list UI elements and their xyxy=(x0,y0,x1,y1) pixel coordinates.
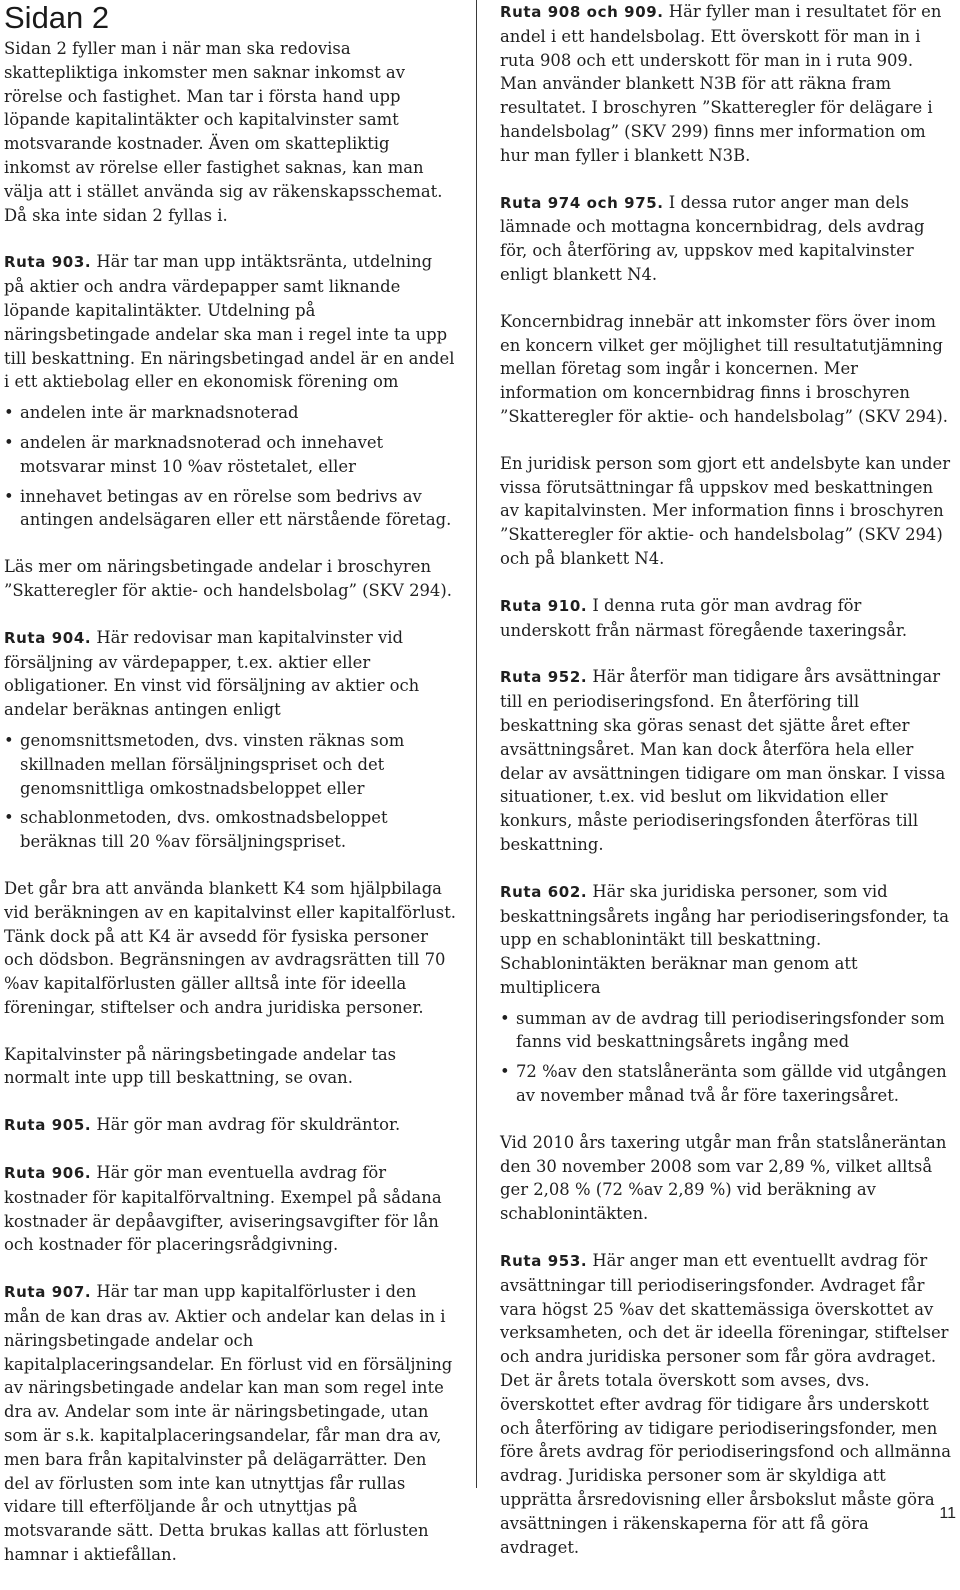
section-ruta-952 xyxy=(500,665,952,856)
section-ruta-908-909 xyxy=(500,0,952,168)
ruta-903-list xyxy=(4,401,456,532)
ruta-974-heading: Ruta 974 och 975. xyxy=(500,193,664,212)
list-item: • summan av de avdrag till periodiseringsfonder som fanns vid beskattningsårets ingång med xyxy=(500,1007,952,1055)
ruta-903-heading: Ruta 903. xyxy=(4,253,92,272)
section-ruta-602 xyxy=(500,880,952,1000)
section-ruta-903 xyxy=(4,250,456,394)
list-item: • innehavet betingas av en rörelse som bedrivs av antingen andelsägaren eller ett närstående företag. xyxy=(4,485,456,533)
page-title: Sidan 2 xyxy=(4,0,110,35)
ruta-903-text: Här tar man upp intäktsränta, utdelning på aktier och andra värdepapper samt liknande löpande kapitalintäkter. Utdelning på näringsbetingade andelar ska man i regel inte ta upp till beskattning. En näringsbetingad andel är en andel i ett aktiebolag eller en ekonomisk förening om xyxy=(4,252,455,392)
section-ruta-906 xyxy=(4,1161,456,1257)
ruta-908-text: Här fyller man i resultatet för en andel i ett handelsbolag. Ett överskott för man in i ruta 908 och ett underskott för man in i ruta 909. Man använder blankett N3B för att räkna fram resultatet. I broschyren ”Skatteregler för delägare i handelsbolag” (SKV 299) finns mer information om hur man fyller i blankett N3B. xyxy=(500,2,942,165)
section-ruta-953 xyxy=(500,1249,952,1559)
list-item: • 72 %av den statslåneränta som gällde vid utgången av november månad två år före taxeringsåret. xyxy=(500,1060,952,1108)
section-ruta-904 xyxy=(4,626,456,722)
ruta-908-heading: Ruta 908 och 909. xyxy=(500,3,664,21)
ruta-602-text: Här ska juridiska personer, som vid beskattningsårets ingång har periodiseringsfonder, ta upp en schablonintäkt till beskattning. Schablonintäkten beräknar man genom att multiplicera xyxy=(500,881,949,997)
ruta-602-list xyxy=(500,1007,952,1108)
ruta-903-read-more: Läs mer om näringsbetingade andelar i broschyren ”Skatteregler för aktie- och handelsbolag” (SKV 294). xyxy=(4,557,452,600)
column-divider xyxy=(476,0,477,1488)
ruta-907-heading: Ruta 907. xyxy=(4,1283,92,1302)
section-ruta-905 xyxy=(4,1113,456,1138)
ruta-904-k4-paragraph: Det går bra att använda blankett K4 som hjälpbilaga vid beräkningen av en kapitalvinst eller kapitalförlust. Tänk dock på att K4 är avsedd för fysiska personer och dödsbon. Begränsningen av avdragsrätten till 70 %av kapitalförlusten gäller alltså inte för ideella föreningar, stiftelser och andra juridiska personer. xyxy=(4,878,457,1017)
list-item: • andelen inte är marknadsnoterad xyxy=(4,401,456,425)
ruta-906-text: Här gör man eventuella avdrag för kostnader för kapitalförvaltning. Exempel på sådana kostnader är depåavgifter, aviseringsavgifter för lån och kostnader för placeringsrådgivning. xyxy=(4,1163,442,1255)
ruta-974-text: I dessa rutor anger man dels lämnade och mottagna koncernbidrag, dels avdrag för, och återföring av, uppskov med kapitalvinster enligt blankett N4. xyxy=(500,192,925,284)
ruta-974-koncernbidrag-paragraph: Koncernbidrag innebär att inkomster förs över inom en koncern vilket ger möjlighet till resultatutjämning mellan företag som ingår i koncernen. Mer information om koncernbidrag finns i broschyren ”Skatteregler för aktie- och handelsbolag” (SKV 294). xyxy=(500,311,948,426)
page-number: 11 xyxy=(939,1505,956,1522)
ruta-953-heading: Ruta 953. xyxy=(500,1252,588,1271)
ruta-904-list xyxy=(4,729,456,854)
ruta-904-note: Kapitalvinster på näringsbetingade andelar tas normalt inte upp till beskattning, se ovan. xyxy=(4,1044,397,1088)
ruta-602-taxering-paragraph: Vid 2010 års taxering utgår man från statslåneräntan den 30 november 2008 som var 2,89 %, vilket alltså ger 2,08 % (72 %av 2,89 %) vid beräkning av schablonintäkten. xyxy=(500,1132,947,1224)
ruta-904-heading: Ruta 904. xyxy=(4,628,92,647)
ruta-910-heading: Ruta 910. xyxy=(500,596,588,615)
ruta-953-text: Här anger man ett eventuellt avdrag för avsättningar till periodiseringsfonder. Avdraget får vara högst 25 %av det skattemässiga överskottet av verksamheten, och det är ideella föreningar, stiftelser och andra juridiska personer som får göra avdraget. Det är årets totala överskott som avses, dvs. överskottet efter avdrag för tidigare års underskott och återföring av tidigare periodiseringsfonder, men före årets avdrag för periodiseringsfond och allmänna avdrag. Juridiska personer som är skyldiga att upprätta årsredovisning eller årsbokslut måste göra avsättningen i räkenskaperna för att få göra avdraget. xyxy=(500,1251,951,1557)
list-item: • andelen är marknadsnoterad och innehavet motsvarar minst 10 %av röstetalet, eller xyxy=(4,431,456,479)
right-column xyxy=(500,0,952,1582)
list-item: • schablonmetoden, dvs. omkostnadsbeloppet beräknas till 20 %av försäljningspriset. xyxy=(4,806,456,854)
ruta-910-text: I denna ruta gör man avdrag för underskott från närmast föregående taxeringsår. xyxy=(500,595,908,640)
section-ruta-907 xyxy=(4,1280,456,1567)
ruta-974-andelsbyte-paragraph: En juridisk person som gjort ett andelsbyte kan under vissa förutsättningar få uppskov med beskattningen av kapitalvinsten. Mer information finns i broschyren ”Skatteregler för aktie- och handelsbolag” (SKV 294) och på blankett N4. xyxy=(500,453,951,568)
intro-paragraph: Sidan 2 fyller man i när man ska redovisa skattepliktiga inkomster men saknar inkomst av rörelse och fastighet. Man tar i första hand upp löpande kapitalintäkter och kapitalvinster samt motsvarande kostnader. Även om skattepliktig inkomst av rörelse eller fastighet saknas, kan man välja att i stället använda sig av räkenskapsschemat. Då ska inte sidan 2 fyllas i. xyxy=(4,39,443,225)
section-ruta-910 xyxy=(500,594,952,643)
left-column xyxy=(4,0,456,1590)
ruta-905-text: Här gör man avdrag för skuldräntor. xyxy=(91,1115,401,1135)
ruta-906-heading: Ruta 906. xyxy=(4,1164,92,1183)
ruta-904-text: Här redovisar man kapitalvinster vid försäljning av värdepapper, t.ex. aktier eller obligationer. En vinst vid försäljning av aktier och andelar beräknas antingen enligt xyxy=(4,627,420,720)
ruta-907-text: Här tar man upp kapitalförluster i den mån de kan dras av. Aktier och andelar kan delas in i näringsbetingade andelar och kapitalplaceringsandelar. En förlust vid en försäljning av näringsbetingade andelar kan man som regel inte dra av. Andelar som inte är näringsbetingade, utan som är s.k. kapitalplaceringsandelar, får man dra av, men bara från kapitalvinster på delägarrätter. Den del av förlusten som inte kan utnyttjas får rullas vidare till efterföljande år och utnyttjas på motsvarande sätt. Detta brukas kallas att förlusten hamnar i aktiefållan. xyxy=(4,1282,453,1565)
section-ruta-974-975 xyxy=(500,191,952,287)
ruta-952-heading: Ruta 952. xyxy=(500,668,588,687)
list-item: • genomsnittsmetoden, dvs. vinsten räknas som skillnaden mellan försäljningspriset och det genomsnittliga omkostnadsbeloppet eller xyxy=(4,729,456,800)
ruta-905-heading: Ruta 905. xyxy=(4,1116,92,1135)
ruta-952-text: Här återför man tidigare års avsättningar till en periodiseringsfond. En återföring till beskattning ska göras senast det sjätte året efter avsättningsåret. Man kan dock återföra hela eller delar av avsättningen tidigare om man önskar. I vissa situationer, t.ex. vid beslut om likvidation eller konkurs, måste periodiseringsfonden återföras till beskattning. xyxy=(500,667,946,854)
ruta-602-heading: Ruta 602. xyxy=(500,882,588,901)
